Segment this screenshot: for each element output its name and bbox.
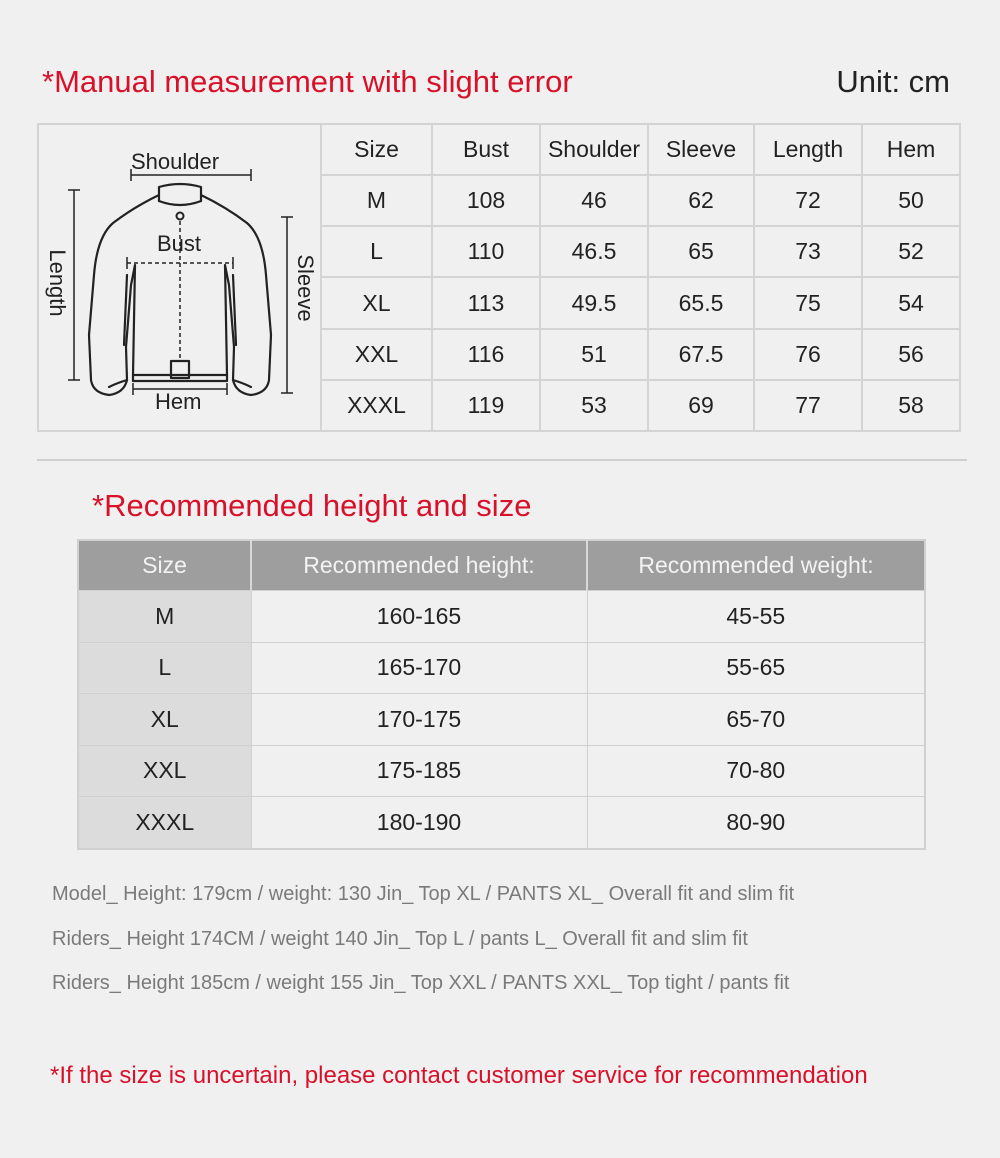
hem-cell: 56	[862, 329, 959, 380]
size-cell: XXL	[78, 745, 251, 797]
shoulder-cell: 46	[540, 175, 648, 226]
model-info-line: Model_ Height: 179cm / weight: 130 Jin_ Top XL / PANTS XL_ Overall fit and slim fit	[52, 883, 795, 905]
hem-cell: 50	[862, 175, 959, 226]
length-cell: 76	[754, 329, 862, 380]
size-chart-header-cell: Hem	[862, 125, 959, 175]
size-chart-header-cell: Sleeve	[648, 125, 754, 175]
size-cell: L	[78, 642, 251, 694]
bust-cell: 119	[432, 380, 540, 430]
sleeve-cell: 62	[648, 175, 754, 226]
sleeve-cell: 65.5	[648, 277, 754, 328]
size-cell: XL	[78, 694, 251, 746]
length-label: Length	[45, 249, 70, 317]
height-cell: 165-170	[251, 642, 587, 694]
length-cell: 73	[754, 226, 862, 277]
hem-cell: 54	[862, 277, 959, 328]
bust-cell: 110	[432, 226, 540, 277]
model-info-line: Riders_ Height 185cm / weight 155 Jin_ Top XXL / PANTS XXL_ Top tight / pants fit	[52, 972, 790, 994]
bust-cell: 108	[432, 175, 540, 226]
table-row	[78, 642, 925, 694]
table-row	[78, 797, 925, 849]
size-cell: XXXL	[322, 380, 432, 430]
sleeve-cell: 67.5	[648, 329, 754, 380]
recommendation-header-cell: Recommended weight:	[587, 540, 925, 591]
footer-note: *If the size is uncertain, please contact customer service for recommendation	[50, 1062, 868, 1089]
table-row	[322, 277, 959, 328]
measurement-note: *Manual measurement with slight error	[42, 64, 573, 99]
weight-cell: 55-65	[587, 642, 925, 694]
height-cell: 170-175	[251, 694, 587, 746]
recommendation-title: *Recommended height and size	[92, 488, 532, 523]
recommendation-header-cell: Recommended height:	[251, 540, 587, 591]
height-cell: 180-190	[251, 797, 587, 849]
size-cell: M	[322, 175, 432, 226]
shoulder-cell: 46.5	[540, 226, 648, 277]
weight-cell: 65-70	[587, 694, 925, 746]
size-cell: L	[322, 226, 432, 277]
bust-label: Bust	[157, 231, 202, 256]
size-chart-header-row	[322, 125, 959, 175]
unit-label: Unit: cm	[836, 64, 950, 99]
section-divider	[37, 459, 967, 461]
hem-cell: 58	[898, 392, 924, 419]
sleeve-label: Sleeve	[293, 254, 318, 322]
recommendation-table	[77, 539, 926, 850]
size-chart-header-cell: Bust	[432, 125, 540, 175]
table-row	[78, 694, 925, 746]
weight-cell: 70-80	[587, 745, 925, 797]
size-cell: XXXL	[78, 797, 251, 849]
length-cell: 72	[754, 175, 862, 226]
shoulder-label: Shoulder	[131, 149, 220, 174]
table-row	[322, 226, 959, 277]
weight-cell: 45-55	[587, 591, 925, 643]
hem-label: Hem	[155, 389, 202, 414]
recommendation-header-row	[78, 540, 925, 591]
sleeve-cell: 65	[648, 226, 754, 277]
size-cell: M	[78, 591, 251, 643]
height-cell: 160-165	[251, 591, 587, 643]
shoulder-cell: 53	[540, 380, 648, 430]
measurement-panel	[37, 123, 961, 432]
bust-cell: 113	[432, 277, 540, 328]
table-row	[78, 745, 925, 797]
table-row	[322, 329, 959, 380]
table-row	[322, 380, 959, 430]
length-cell: 77	[754, 380, 862, 430]
shoulder-cell: 51	[540, 329, 648, 380]
size-cell: XL	[322, 277, 432, 328]
bust-cell: 116	[432, 329, 540, 380]
hem-cell: 52	[862, 226, 959, 277]
size-chart-header-cell: Size	[322, 125, 432, 175]
height-cell: 175-185	[251, 745, 587, 797]
shoulder-cell: 49.5	[540, 277, 648, 328]
size-chart-header-cell: Shoulder	[540, 125, 648, 175]
recommendation-header-cell: Size	[78, 540, 251, 591]
size-chart-header-cell: Length	[754, 125, 862, 175]
size-cell: XXL	[322, 329, 432, 380]
length-cell: 75	[754, 277, 862, 328]
table-row	[322, 175, 959, 226]
table-row	[78, 591, 925, 643]
jacket-diagram	[39, 125, 322, 430]
weight-cell: 80-90	[587, 797, 925, 849]
size-chart-table	[322, 125, 959, 430]
sleeve-cell: 69	[648, 380, 754, 430]
model-info-line: Riders_ Height 174CM / weight 140 Jin_ Top L / pants L_ Overall fit and slim fit	[52, 928, 748, 950]
